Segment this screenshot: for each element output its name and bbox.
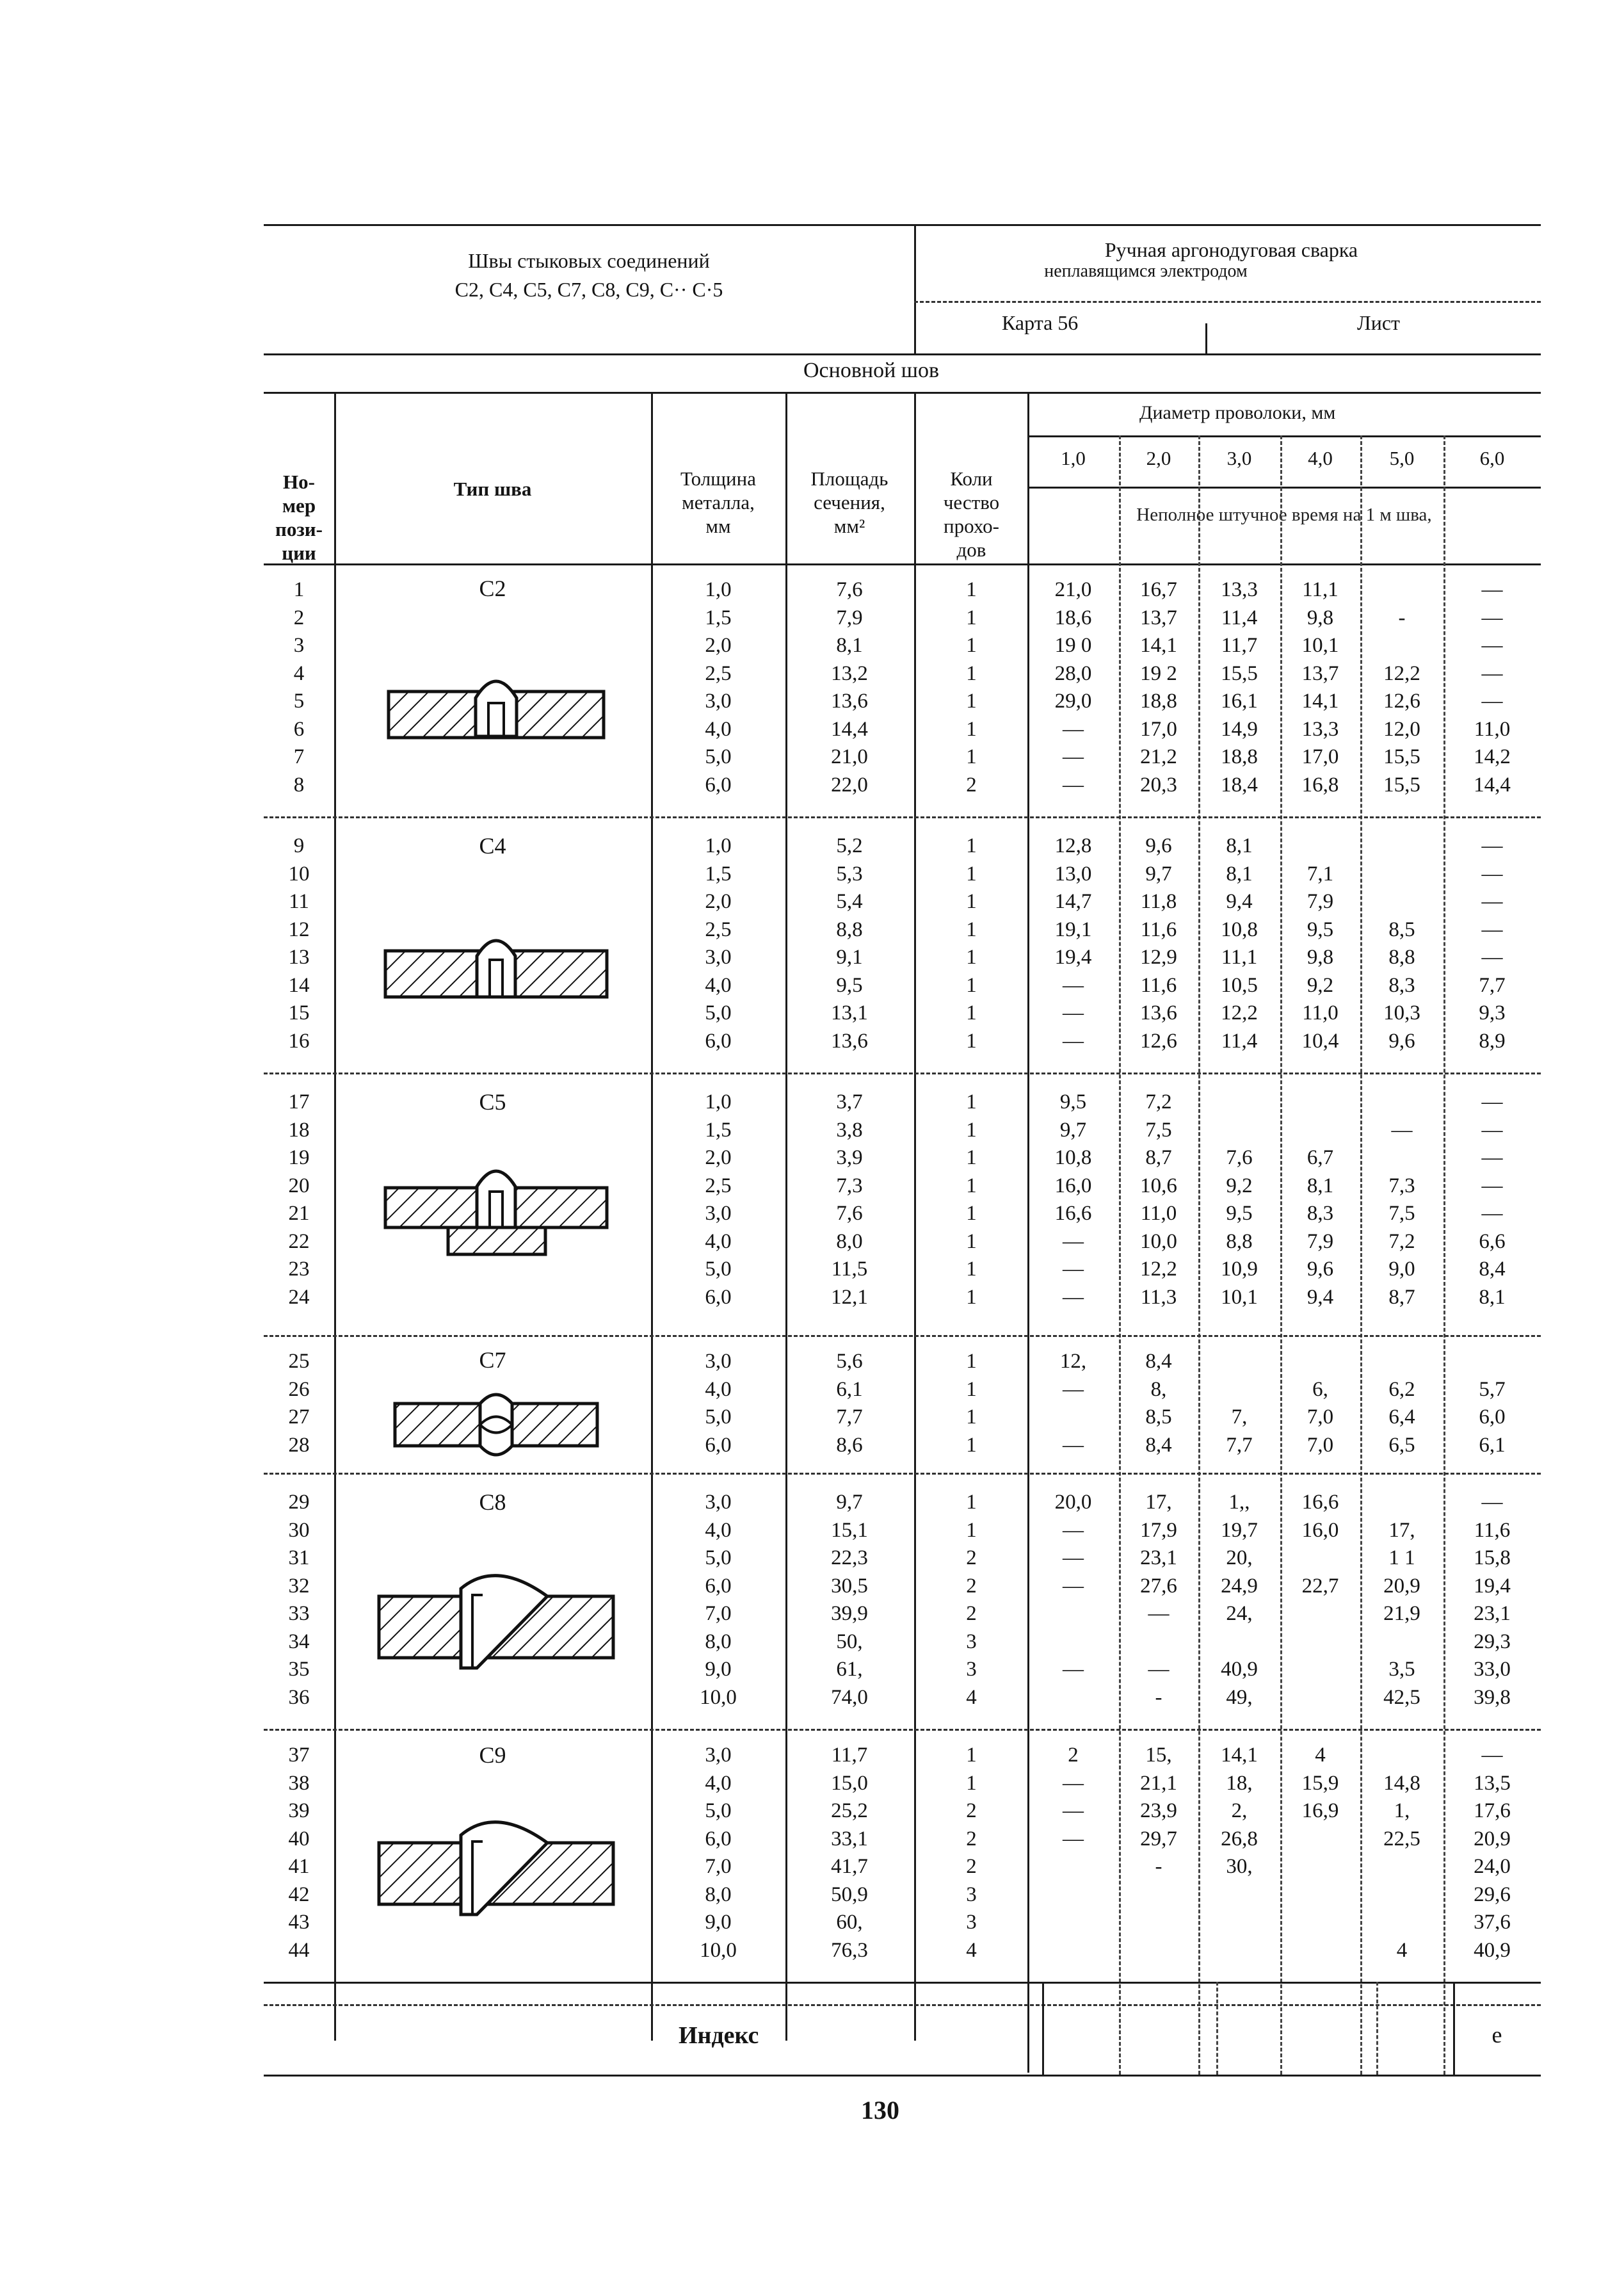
c9-weld-diagram (378, 1818, 615, 1927)
col-line-number (334, 392, 336, 2041)
g6-numbers: 37 38 39 40 41 42 43 44 (288, 1744, 310, 1962)
g6-d3: 14,1 18, 2, 26,8 30, (1221, 1744, 1258, 1878)
sheet-label: Лист (1357, 311, 1401, 334)
header-rule-mid (914, 301, 1541, 303)
g2-passes: 1 1 1 1 1 1 1 1 (966, 834, 977, 1053)
seam-type-c5: С5 (479, 1089, 506, 1115)
card-seam-codes: С2, С4, С5, С7, С8, С9, С·· С·5 (454, 278, 723, 301)
g2-thickness: 1,0 1,5 2,0 2,5 3,0 4,0 5,0 6,0 (705, 834, 732, 1053)
header-bottom-table-rule (264, 563, 1541, 565)
index-divider-2 (1216, 1982, 1218, 2075)
c8-weld-diagram (378, 1572, 615, 1681)
welding-method: Ручная аргонодуговая сварка (1104, 238, 1358, 261)
g6-d5: 14,8 1, 22,5 4 (1383, 1771, 1420, 1962)
card-title: Швы стыковых соединений (468, 249, 710, 272)
g4-numbers: 25 26 27 28 (288, 1350, 310, 1457)
index-value: е (1491, 2022, 1502, 2048)
g1-d5: - 12,2 12,6 12,0 15,5 15,5 (1383, 606, 1420, 797)
col-header-number: Но- мер пози- ции (275, 471, 323, 564)
g1-d2: 16,7 13,7 14,1 19 2 18,8 17,0 21,2 20,3 (1140, 578, 1177, 797)
diameter-header: Диаметр проволоки, мм (1139, 402, 1336, 423)
g1-d1: 21,0 18,6 19 0 28,0 29,0 — — — (1054, 578, 1092, 797)
g4-passes: 1 1 1 1 (966, 1350, 977, 1457)
g2-d4: 7,1 7,9 9,5 9,8 9,2 11,0 10,4 (1301, 862, 1339, 1053)
page-number: 130 (861, 2096, 899, 2125)
g4-d1: 12, — — (1059, 1350, 1087, 1457)
diameter-rule-bottom (1027, 487, 1541, 489)
g6-d2: 15, 21,1 23,9 29,7 - (1140, 1744, 1177, 1878)
g5-d2: 17, 17,9 23,1 27,6 — — - (1140, 1491, 1177, 1709)
g3-numbers: 17 18 19 20 21 22 23 24 (288, 1090, 310, 1309)
g4-d3: 7, 7,7 (1226, 1405, 1253, 1457)
g3-area: 3,7 3,8 3,9 7,3 7,6 8,0 11,5 12,1 (831, 1090, 868, 1309)
g6-thickness: 3,0 4,0 5,0 6,0 7,0 8,0 9,0 10,0 (700, 1744, 737, 1962)
section-title: Основной шов (803, 359, 940, 382)
g1-d4: 11,1 9,8 10,1 13,7 14,1 13,3 17,0 16,8 (1301, 578, 1339, 797)
seam-type-c9: С9 (479, 1742, 506, 1768)
g3-d3: 7,6 9,2 9,5 8,8 10,9 10,1 (1221, 1146, 1258, 1309)
g1-thickness: 1,0 1,5 2,0 2,5 3,0 4,0 5,0 6,0 (705, 578, 732, 797)
welding-method-electrode: неплавящимся электродом (1044, 261, 1248, 281)
top-rule (264, 224, 1541, 226)
header-bottom-rule (264, 353, 1541, 355)
g4-thickness: 3,0 4,0 5,0 6,0 (705, 1350, 732, 1457)
c4-weld-diagram (384, 932, 608, 1008)
g4-d2: 8,4 8, 8,5 8,4 (1145, 1350, 1172, 1457)
g1-area: 7,6 7,9 8,1 13,2 13,6 14,4 21,0 22,0 (831, 578, 868, 797)
g2-d3: 8,1 8,1 9,4 10,8 11,1 10,5 12,2 11,4 (1221, 834, 1258, 1053)
g5-d6: — 11,6 15,8 19,4 23,1 29,3 33,0 39,8 (1474, 1491, 1511, 1709)
diameter-3-0: 3,0 (1226, 447, 1252, 469)
g6-area: 11,7 15,0 25,2 33,1 41,7 50,9 60, 76,3 (831, 1744, 868, 1962)
g5-passes: 1 1 2 2 2 3 3 4 (966, 1491, 977, 1709)
index-divider-1 (1042, 1982, 1044, 2075)
group-sep-4 (264, 1473, 1541, 1475)
card-number: Карта 56 (1002, 311, 1079, 334)
group-sep-3 (264, 1335, 1541, 1337)
g6-passes: 1 1 2 2 2 3 3 4 (966, 1744, 977, 1962)
seam-type-c8: С8 (479, 1489, 506, 1515)
g1-numbers: 1 2 3 4 5 6 7 8 (293, 578, 305, 797)
table-bottom-rule (264, 1982, 1541, 1984)
col-header-thickness: Толщина металла, мм (680, 467, 756, 537)
g6-d1: 2 — — — (1063, 1744, 1084, 1850)
g5-d4: 16,6 16,0 22,7 (1301, 1491, 1339, 1598)
seam-type-c2: С2 (479, 576, 506, 601)
g5-d5: 17, 1 1 20,9 21,9 3,5 42,5 (1383, 1518, 1420, 1709)
header-divider (914, 224, 916, 355)
g4-d5: 6,2 6,4 6,5 (1388, 1377, 1415, 1457)
g1-d6: — — — — — 11,0 14,2 14,4 (1474, 578, 1511, 797)
diameter-1-0: 1,0 (1061, 447, 1086, 469)
card-sheet-divider (1205, 323, 1207, 355)
g4-d6: 5,7 6,0 6,1 (1479, 1377, 1506, 1457)
g2-d6: — — — — — 7,7 9,3 8,9 (1479, 834, 1506, 1053)
col-header-passes: Коли чество прохо- дов (943, 467, 1000, 561)
c5-weld-diagram (384, 1162, 608, 1265)
g5-thickness: 3,0 4,0 5,0 6,0 7,0 8,0 9,0 10,0 (700, 1491, 737, 1709)
col-header-type: Тип шва (453, 478, 532, 500)
table-top-rule (264, 392, 1541, 394)
g4-d4: 6, 7,0 7,0 (1306, 1377, 1334, 1457)
g3-d2: 7,2 7,5 8,7 10,6 11,0 10,0 12,2 11,3 (1140, 1090, 1177, 1309)
index-divider-3 (1376, 1982, 1378, 2075)
diameter-4-0: 4,0 (1308, 447, 1333, 469)
index-label: Индекс (679, 2022, 759, 2049)
g3-d1: 9,5 9,7 10,8 16,0 16,6 — — — (1054, 1090, 1092, 1309)
seam-type-c4: С4 (479, 833, 506, 859)
g3-d4: 6,7 8,1 8,3 7,9 9,6 9,4 (1306, 1146, 1334, 1309)
g2-d1: 12,8 13,0 14,7 19,1 19,4 — — — (1054, 834, 1092, 1053)
g3-passes: 1 1 1 1 1 1 1 1 (966, 1090, 977, 1309)
group-sep-2 (264, 1073, 1541, 1074)
g5-numbers: 29 30 31 32 33 34 35 36 (288, 1491, 310, 1709)
c7-weld-diagram (394, 1389, 599, 1460)
diameter-2-0: 2,0 (1146, 447, 1171, 469)
group-sep-1 (264, 816, 1541, 818)
g1-d3: 13,3 11,4 11,7 15,5 16,1 14,9 18,8 18,4 (1221, 578, 1258, 797)
group-sep-5 (264, 1729, 1541, 1731)
seam-type-c7: С7 (479, 1347, 506, 1373)
g5-d1: 20,0 — — — — (1054, 1491, 1092, 1681)
g6-d4: 4 15,9 16,9 (1301, 1744, 1339, 1822)
c2-weld-diagram (387, 672, 605, 752)
g2-area: 5,2 5,3 5,4 8,8 9,1 9,5 13,1 13,6 (831, 834, 868, 1053)
g4-area: 5,6 6,1 7,7 8,6 (836, 1350, 863, 1457)
col-header-area: Площадь сечения, мм² (810, 467, 888, 537)
diameter-5-0: 5,0 (1389, 447, 1415, 469)
g5-area: 9,7 15,1 22,3 30,5 39,9 50, 61, 74,0 (831, 1491, 868, 1709)
g5-d3: 1,, 19,7 20, 24,9 24, 40,9 49, (1221, 1491, 1258, 1709)
g3-d5: — 7,3 7,5 7,2 9,0 8,7 (1388, 1118, 1415, 1309)
footer-bottom-rule (264, 2075, 1541, 2077)
index-top-rule (264, 2004, 1541, 2006)
diameter-rule-top (1027, 435, 1541, 437)
g2-d5: 8,5 8,8 8,3 10,3 9,6 (1383, 918, 1420, 1053)
g3-thickness: 1,0 1,5 2,0 2,5 3,0 4,0 5,0 6,0 (705, 1090, 732, 1309)
g1-passes: 1 1 1 1 1 1 1 2 (966, 578, 977, 797)
g2-d2: 9,6 9,7 11,8 11,6 12,9 11,6 13,6 12,6 (1140, 834, 1177, 1053)
time-subheader: Неполное штучное время на 1 м шва, (1136, 505, 1432, 525)
diameter-6-0: 6,0 (1479, 447, 1505, 469)
g6-d6: — 13,5 17,6 20,9 24,0 29,6 37,6 40,9 (1474, 1744, 1511, 1962)
g3-d6: — — — — — 6,6 8,4 8,1 (1479, 1090, 1506, 1309)
g2-numbers: 9 10 11 12 13 14 15 16 (288, 834, 310, 1053)
